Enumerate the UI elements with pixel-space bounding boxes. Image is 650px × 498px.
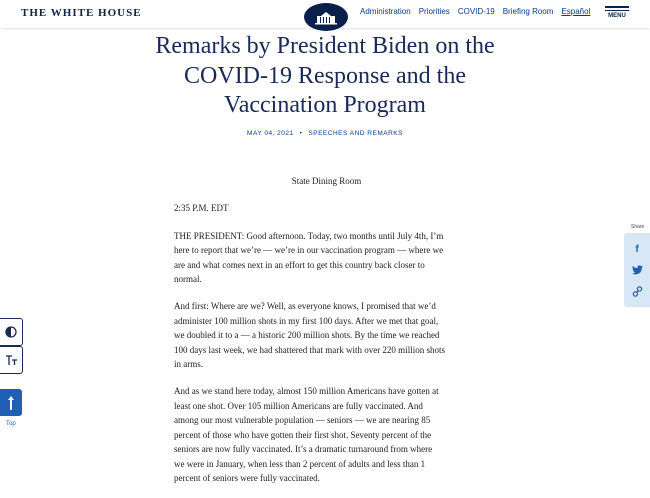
white-house-building-icon xyxy=(311,8,341,26)
article-body xyxy=(174,174,479,498)
text-line: in arms. xyxy=(174,359,203,370)
back-to-top-button[interactable] xyxy=(0,389,22,416)
share-panel xyxy=(624,233,650,307)
contrast-toggle-button[interactable] xyxy=(0,318,23,346)
title-line: COVID-19 Response and the xyxy=(184,62,466,89)
arrow-up-icon xyxy=(7,395,15,411)
text-line: seniors are now fully vaccinated. It’s a dramatic turnaround from where xyxy=(174,444,433,455)
category-link[interactable]: SPEECHES AND REMARKS xyxy=(308,130,403,137)
facebook-icon[interactable]: f xyxy=(635,243,639,255)
menu-hamburger-icon xyxy=(605,6,629,8)
contrast-icon xyxy=(5,326,17,338)
nav-administration[interactable]: Administration xyxy=(360,7,411,16)
main-nav xyxy=(360,7,590,16)
link-icon[interactable] xyxy=(631,285,643,297)
site-header xyxy=(0,0,650,28)
menu-button[interactable] xyxy=(605,6,629,24)
nav-priorities[interactable]: Priorities xyxy=(418,7,450,16)
nav-espanol[interactable]: Español xyxy=(561,7,591,16)
text-size-icon xyxy=(5,355,18,366)
text-line: 100 days last week, we had shattered that mark with over 220 million shots xyxy=(174,344,445,355)
text-line: normal. xyxy=(174,274,202,285)
page-title xyxy=(100,32,550,121)
site-name-link[interactable]: THE WHITE HOUSE xyxy=(21,7,142,19)
meta-separator: • xyxy=(299,130,303,137)
text-line: And first: Where are we? Well, as everyone knows, I promised that we’d xyxy=(174,301,436,312)
location: State Dining Room xyxy=(291,176,362,186)
text-line: among our most vulnerable population — seniors — we are nearing 85 xyxy=(174,415,431,426)
title-line: Remarks by President Biden on the xyxy=(155,33,495,59)
paragraph xyxy=(174,384,479,485)
title-line: Vaccination Program xyxy=(224,92,426,118)
nav-covid-19[interactable]: COVID-19 xyxy=(457,7,495,16)
text-size-button[interactable] xyxy=(0,346,23,374)
paragraph xyxy=(174,299,479,371)
menu-hamburger-icon-bar xyxy=(605,10,629,12)
text-line: And as we stand here today, almost 150 million Americans have gotten at xyxy=(174,386,439,397)
twitter-icon[interactable] xyxy=(631,264,643,276)
share-label: Share xyxy=(631,224,645,230)
text-line: we were in January, when less than 2 percent of adults and less than 1 xyxy=(174,458,426,469)
back-to-top-label: Top xyxy=(6,421,16,427)
paragraph xyxy=(174,229,479,287)
text-line: THE PRESIDENT: Good afternoon. Today, two months until July 4th, I’m xyxy=(174,230,444,241)
text-line: here to report that we’re — we’re in our vaccination program — where we xyxy=(174,245,444,256)
article-meta xyxy=(0,130,650,137)
white-house-seal-logo[interactable] xyxy=(304,3,348,31)
menu-label: MENU xyxy=(608,13,626,19)
text-line: least one shot. Over 105 million Americans are fully vaccinated. And xyxy=(174,400,423,411)
text-line: administer 100 million shots in my first 100 days. After we met that goal, xyxy=(174,315,439,326)
text-line: percent of those who have gotten their first shot. Seventy percent of the xyxy=(174,429,432,440)
nav-briefing-room[interactable]: Briefing Room xyxy=(502,7,554,16)
text-line: are and what comes next in an effort to get this country back closer to xyxy=(174,259,425,270)
text-line: percent of seniors were fully vaccinated. xyxy=(174,472,320,483)
time-stamp: 2:35 P.M. EDT xyxy=(174,203,229,214)
text-line: we doubled it to a — a historic 200 million shots. By the time we reached xyxy=(174,330,440,341)
post-date: MAY 04, 2021 xyxy=(247,130,294,137)
